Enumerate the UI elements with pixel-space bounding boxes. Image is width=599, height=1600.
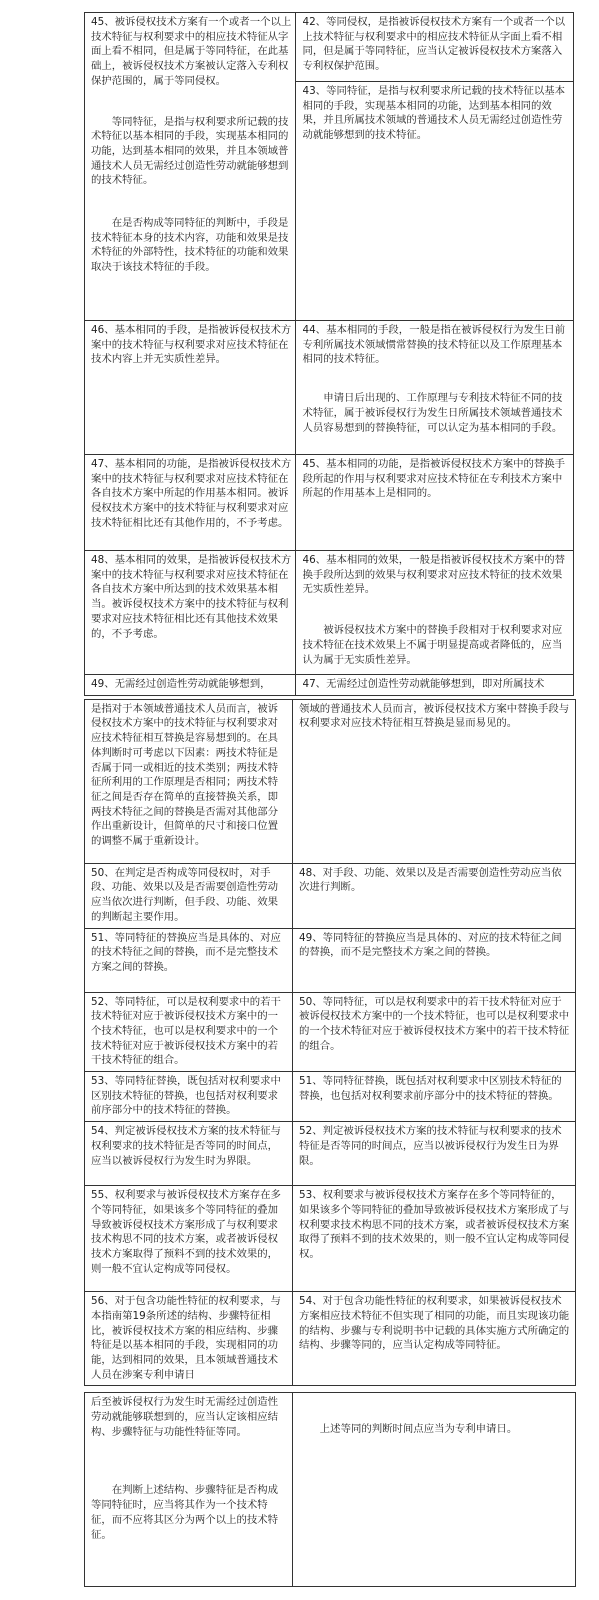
table-row bbox=[85, 928, 576, 992]
paragraph: 44、基本相同的手段，一般是指在被诉侵权行为发生日前专利所属技术领域惯常替换的技术特征以及工作原理基本相同的技术特征。 bbox=[302, 324, 566, 366]
table-row bbox=[85, 863, 576, 928]
table-row bbox=[85, 551, 574, 675]
right-cell bbox=[296, 675, 574, 696]
left-cell bbox=[85, 699, 293, 863]
left-cell bbox=[85, 551, 296, 675]
left-cell bbox=[85, 1186, 293, 1292]
right-cell bbox=[296, 455, 574, 551]
paragraph: 是指对于本领域普通技术人员而言，被诉侵权技术方案中的技术特征与权利要求对应技术特征相互替换是容易想到的。在具体判断时可考虑以下因素：两技术特征是否属于同一或相近的技术类别；两技术特征所利用的工作原理是否相同；两技术特征之间是否存在简单的直接替换关系，即两技术特征之间的替换是否需对其他部分作出重新设计，但简单的尺寸和接口位置的调整不属于重新设计。 bbox=[91, 702, 279, 848]
paragraph: 被诉侵权技术方案中的替换手段相对于权利要求对应技术特征在技术效果上不属于明显提高或者降低的，应当认为属于无实质性差异。 bbox=[302, 624, 563, 666]
table-row bbox=[85, 13, 574, 321]
paragraph: 53、等同特征替换，既包括对权利要求中区别技术特征的替换，也包括对权利要求前序部分中的技术特征的替换。 bbox=[91, 1075, 281, 1117]
paragraph: 47、基本相同的功能，是指被诉侵权技术方案中的技术特征与权利要求对应技术特征在各自技术方案中所起的作用基本相同。被诉侵权技术方案中的技术特征与权利要求对应技术特征相比还有其他作用的，不予考虑。 bbox=[91, 458, 292, 529]
paragraph: 47、无需经过创造性劳动就能够想到，即对所属技术 bbox=[302, 678, 545, 690]
left-cell bbox=[85, 1393, 293, 1587]
comparison-table-1 bbox=[84, 12, 574, 696]
paragraph: 50、等同特征，可以是权利要求中的若干技术特征对应于被诉侵权技术方案中的一个技术特征，也可以是权利要求中的一个技术特征对应于被诉侵权技术方案中的若干技术特征的组合。 bbox=[299, 995, 570, 1052]
paragraph: 55、权利要求与被诉侵权技术方案存在多个等同特征，如果该多个等同特征的叠加导致被诉侵权技术方案形成了与权利要求技术构思不同的技术方案，或者被诉侵权技术方案取得了预料不到的技术效果的，则一般不宜认定构成等同侵权。 bbox=[91, 1189, 281, 1275]
left-cell bbox=[85, 928, 293, 992]
paragraph: 申请日后出现的、工作原理与专利技术特征不同的技术特征，属于被诉侵权行为发生日所属技术领域普通技术人员容易想到的替换特征，可以认定为基本相同的手段。 bbox=[302, 392, 563, 434]
paragraph: 等同特征，是指与权利要求所记载的技术特征以基本相同的手段，实现基本相同的功能，达到基本相同的效果，并且本领域普通技术人员无需经过创造性劳动就能够想到的技术特征。 bbox=[91, 115, 289, 187]
table-row bbox=[85, 699, 576, 863]
right-cell bbox=[296, 551, 574, 675]
left-cell bbox=[85, 1292, 293, 1386]
right-cell bbox=[293, 1186, 576, 1292]
paragraph: 后至被诉侵权行为发生时无需经过创造性劳动就能够联想到的，应当认定该相应结构、步骤特征与功能性特征等同。 bbox=[91, 1396, 279, 1438]
paragraph: 52、等同特征，可以是权利要求中的若干技术特征对应于被诉侵权技术方案中的一个技术特征，也可以是权利要求中的一个技术特征对应于被诉侵权技术方案中的若干技术特征的组合。 bbox=[91, 995, 281, 1067]
left-cell bbox=[85, 13, 296, 321]
right-cell bbox=[293, 863, 576, 928]
paragraph: 49、无需经过创造性劳动就能够想到， bbox=[91, 678, 271, 690]
paragraph: 46、基本相同的效果，一般是指被诉侵权技术方案中的替换手段所达到的效果与权利要求对应技术特征的技术效果无实质性差异。 bbox=[302, 554, 566, 596]
right-cell bbox=[293, 1393, 576, 1587]
left-cell bbox=[85, 455, 296, 551]
paragraph: 45、基本相同的功能，是指被诉侵权技术方案中的替换手段所起的作用与权利要求对应技术特征在专利技术方案中所起的作用基本上是相同的。 bbox=[302, 458, 566, 500]
paragraph: 上述等同的判断时间点应当为专利申请日。 bbox=[319, 1423, 518, 1436]
table-row bbox=[85, 1292, 576, 1386]
right-cell bbox=[296, 13, 574, 321]
table-row bbox=[85, 675, 574, 696]
paragraph: 在判断上述结构、步骤特征是否构成等同特征时，应当将其作为一个技术特征，而不应将其区分为两个以上的技术特征。 bbox=[91, 1484, 279, 1541]
paragraph: 51、等同特征替换，既包括对权利要求中区别技术特征的替换，也包括对权利要求前序部分中的技术特征的替换。 bbox=[299, 1075, 562, 1102]
table-row bbox=[85, 321, 574, 455]
table-row bbox=[85, 1186, 576, 1292]
table-row bbox=[85, 1072, 576, 1122]
table-row bbox=[85, 992, 576, 1072]
document-page bbox=[84, 12, 574, 1587]
paragraph: 48、基本相同的效果，是指被诉侵权技术方案中的技术特征与权利要求对应技术特征在各自技术方案中所达到的技术效果基本相当。被诉侵权技术方案中的技术特征与权利要求对应技术特征相比还有其他技术效果的，不予考虑。 bbox=[91, 554, 292, 640]
right-cell bbox=[293, 1072, 576, 1122]
paragraph: 54、对于包含功能性特征的权利要求，如果被诉侵权技术方案相应技术特征不但实现了相同的功能，而且实现该功能的结构、步骤与专利说明书中记载的具体实施方式所确定的结构、步骤等同的，应当认定构成等同特征。 bbox=[299, 1295, 570, 1352]
left-cell bbox=[85, 992, 293, 1072]
left-cell bbox=[85, 321, 296, 455]
right-cell bbox=[293, 992, 576, 1072]
table-row bbox=[85, 1122, 576, 1186]
right-cell bbox=[293, 1292, 576, 1386]
left-cell bbox=[85, 1122, 293, 1186]
comparison-table-3 bbox=[84, 1392, 576, 1587]
right-cell bbox=[293, 1122, 576, 1186]
paragraph: 46、基本相同的手段，是指被诉侵权技术方案中的技术特征与权利要求对应技术特征在技术内容上并无实质性差异。 bbox=[91, 324, 292, 366]
right-cell bbox=[293, 699, 576, 863]
paragraph: 50、在判定是否构成等同侵权时，对手段、功能、效果以及是否需要创造性劳动应当依次进行判断，但手段、功能、效果的判断起主要作用。 bbox=[91, 866, 279, 923]
paragraph: 53、权利要求与被诉侵权技术方案存在多个等同特征的，如果该多个等同特征的叠加导致被诉侵权技术方案形成了与权利要求技术构思不同的技术方案，或者被诉侵权技术方案取得了预料不到的技术效果的，则一般不宜认定构成等同侵权。 bbox=[299, 1189, 570, 1260]
paragraph: 52、判定被诉侵权技术方案的技术特征与权利要求的技术特征是否等同的时间点，应当以被诉侵权行为发生日为界限。 bbox=[299, 1125, 562, 1167]
paragraph: 在是否构成等同特征的判断中，手段是技术特征本身的技术内容，功能和效果是技术特征的外部特性，技术特征的功能和效果取决于该技术特征的手段。 bbox=[91, 217, 289, 274]
paragraph: 45、被诉侵权技术方案有一个或者一个以上技术特征与权利要求中的相应技术特征从字面上看不相同，但是属于等同特征，在此基础上，被诉侵权技术方案被认定落入专利权保护范围的，属于等同侵权。 bbox=[91, 16, 292, 87]
paragraph: 54、判定被诉侵权技术方案的技术特征与权利要求的技术特征是否等同的时间点，应当以被诉侵权行为发生时为界限。 bbox=[91, 1125, 281, 1167]
comparison-table-2 bbox=[84, 699, 576, 1387]
right-subcell bbox=[296, 82, 573, 143]
paragraph: 51、等同特征的替换应当是具体的、对应的技术特征之间的替换，而不是完整技术方案之间的替换。 bbox=[91, 931, 281, 973]
right-cell bbox=[293, 928, 576, 992]
paragraph: 56、对于包含功能性特征的权利要求，与本指南第19条所述的结构、步骤特征相比，被诉侵权技术方案的相应结构、步骤特征是以基本相同的手段，实现相同的功能，达到相同的效果，且本领域普通技术人员在涉案专利申请日 bbox=[91, 1295, 281, 1381]
left-cell bbox=[85, 675, 296, 696]
paragraph: 48、对手段、功能、效果以及是否需要创造性劳动应当依次进行判断。 bbox=[299, 866, 562, 894]
paragraph: 43、等同特征，是指与权利要求所记载的技术特征以基本相同的手段，实现基本相同的功能，达到基本相同的效果，并且所属技术领域的普通技术人员无需经过创造性劳动就能够想到的技术特征。 bbox=[302, 85, 566, 142]
right-subcell bbox=[296, 13, 573, 82]
paragraph: 42、等同侵权，是指被诉侵权技术方案有一个或者一个以上技术特征与权利要求中的相应技术特征从字面上看不相同，但是属于等同特征，应当认定被诉侵权技术方案落入专利权保护范围。 bbox=[302, 16, 566, 73]
left-cell bbox=[85, 863, 293, 928]
left-cell bbox=[85, 1072, 293, 1122]
table-row bbox=[85, 1393, 576, 1587]
paragraph: 领域的普通技术人员而言，被诉侵权技术方案中替换手段与权利要求对应技术特征相互替换是显而易见的。 bbox=[299, 702, 570, 730]
paragraph: 49、等同特征的替换应当是具体的、对应的技术特征之间的替换，而不是完整技术方案之间的替换。 bbox=[299, 931, 562, 959]
right-cell bbox=[296, 321, 574, 455]
table-row bbox=[85, 455, 574, 551]
